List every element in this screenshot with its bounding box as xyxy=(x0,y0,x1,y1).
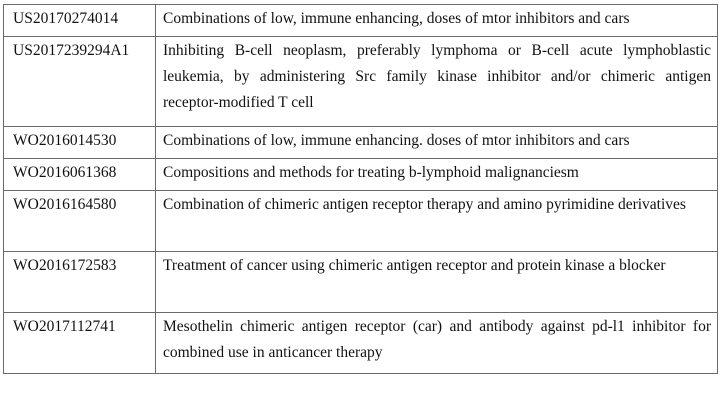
patent-number-cell: WO2016164580 xyxy=(4,191,156,252)
patent-number-cell: WO2016014530 xyxy=(4,127,156,159)
table-row xyxy=(4,159,718,191)
patent-title-cell: Treatment of cancer using chimeric antigen receptor and protein kinase a blocker xyxy=(156,252,718,313)
table-row xyxy=(4,313,718,374)
table-row xyxy=(4,37,718,127)
patent-title-cell: Combination of chimeric antigen receptor therapy and amino pyrimidine derivatives xyxy=(156,191,718,252)
table-row xyxy=(4,127,718,159)
patent-title-cell: Inhibiting B-cell neoplasm, preferably lymphoma or B-cell acute lymphoblastic leukemia, by administering Src family kinase inhibitor and/or chimeric antigen receptor-modified T cell xyxy=(156,37,718,127)
patent-number-cell: WO2017112741 xyxy=(4,313,156,374)
table-row xyxy=(4,191,718,252)
patent-number-cell: US2017239294A1 xyxy=(4,37,156,127)
patent-number-cell: WO2016172583 xyxy=(4,252,156,313)
patent-title-cell: Combinations of low, immune enhancing, doses of mtor inhibitors and cars xyxy=(156,5,718,37)
patent-title-cell: Mesothelin chimeric antigen receptor (car) and antibody against pd-l1 inhibitor for combined use in anticancer therapy xyxy=(156,313,718,374)
table-row xyxy=(4,5,718,37)
patent-number-cell: WO2016061368 xyxy=(4,159,156,191)
patent-number-cell: US20170274014 xyxy=(4,5,156,37)
patent-title-cell: Combinations of low, immune enhancing. doses of mtor inhibitors and cars xyxy=(156,127,718,159)
patent-title-cell: Compositions and methods for treating b-lymphoid malignanciesm xyxy=(156,159,718,191)
patent-table xyxy=(3,4,718,374)
table-row xyxy=(4,252,718,313)
